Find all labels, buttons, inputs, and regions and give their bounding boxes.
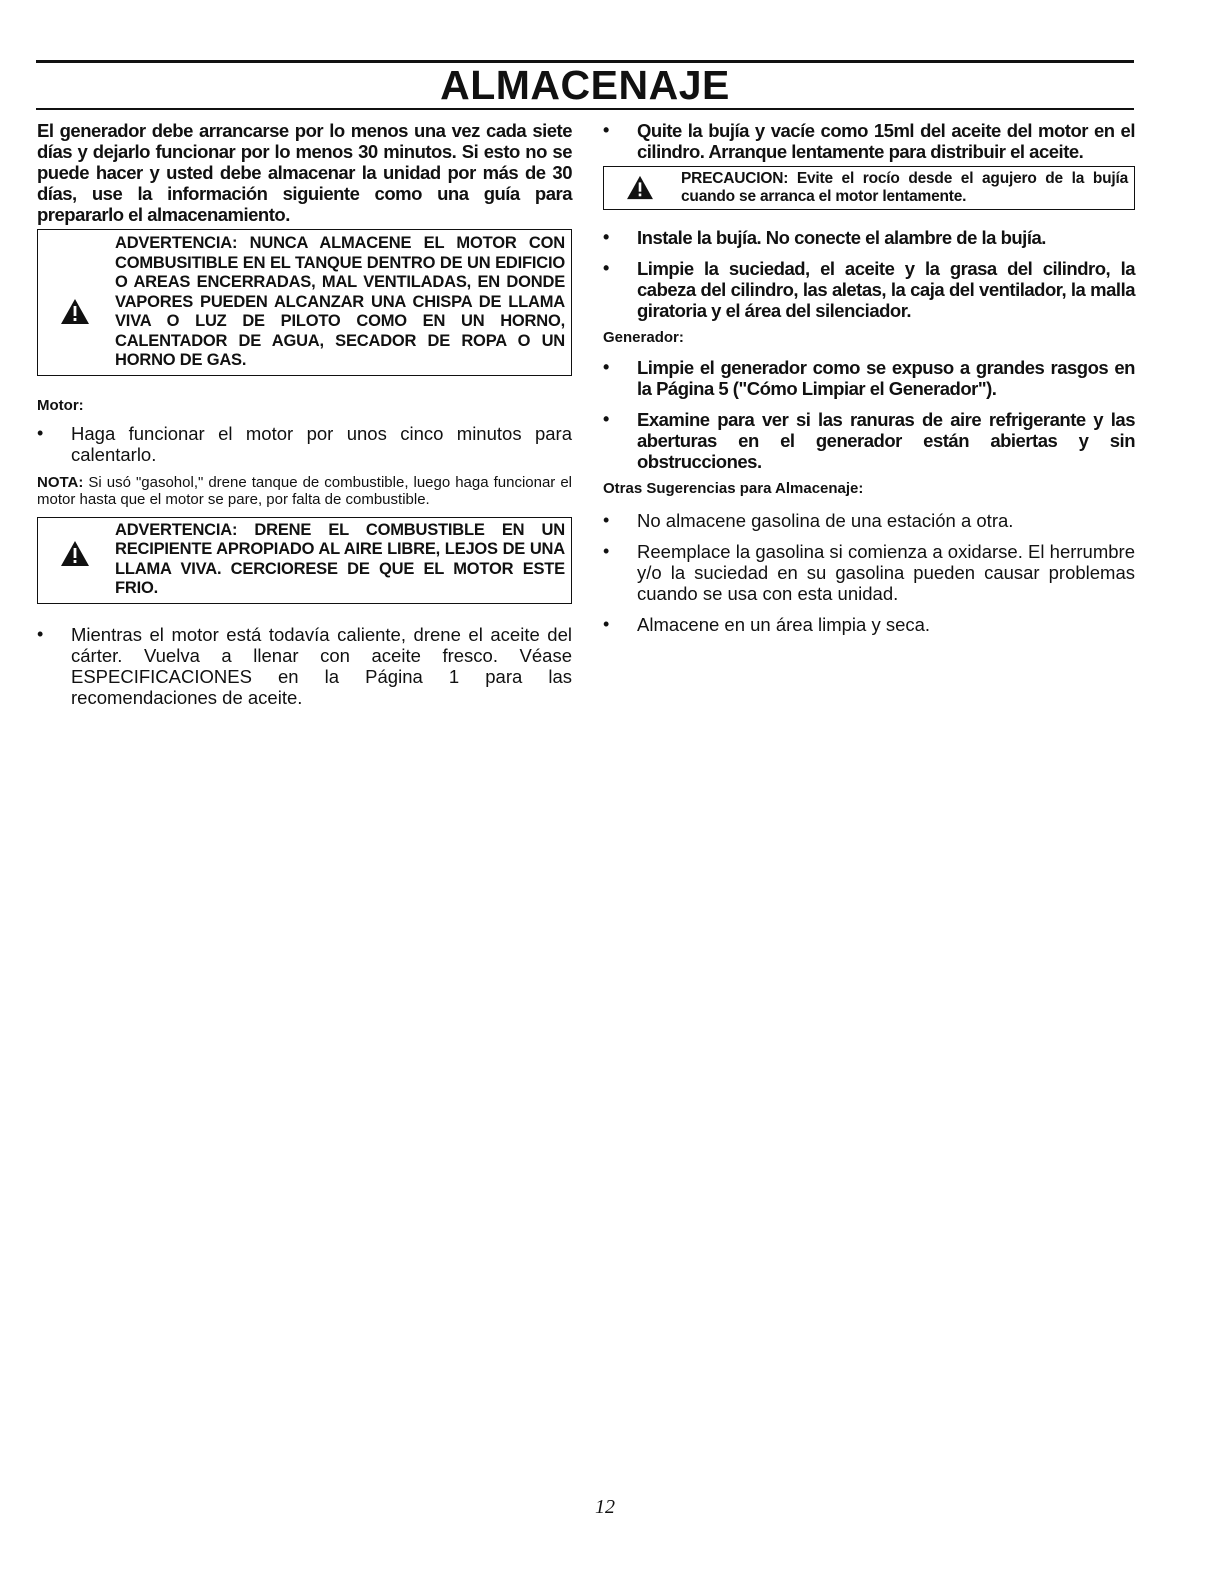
bullet-dot: • <box>603 541 610 561</box>
list-item-text: Quite la bujía y vacíe como 15ml del aceite del motor en el cilindro. Arranque lentamente para distribuir el aceite. <box>637 120 1135 162</box>
bullet-dot: • <box>603 510 610 530</box>
warning-box-storage <box>37 229 572 376</box>
left-column <box>37 120 572 708</box>
warning-triangle-icon <box>60 540 90 567</box>
list-item-text: No almacene gasolina de una estación a otra. <box>637 510 1014 531</box>
list-item <box>603 227 1135 248</box>
warning-triangle-icon <box>626 175 654 200</box>
generator-heading: Generador: <box>603 329 684 346</box>
list-item <box>603 258 1135 321</box>
page-title: ALMACENAJE <box>440 62 730 108</box>
bullet-dot: • <box>603 614 610 634</box>
list-item <box>603 541 1135 604</box>
intro-paragraph: El generador debe arrancarse por lo menos una vez cada siete días y dejarlo funcionar por lo menos 30 minutos. Si esto no se puede hacer y usted debe almacenar la unidad por más de 30 días, use la información siguiente como una guía para prepararlo el almacenamiento. <box>37 120 572 225</box>
list-item <box>603 357 1135 399</box>
title-rule-bottom <box>36 108 1134 110</box>
list-item-text: Examine para ver si las ranuras de aire refrigerante y las aberturas en el generador están abiertas y sin obstrucciones. <box>637 409 1135 472</box>
page-number: 12 <box>595 1496 615 1518</box>
motor-heading: Motor: <box>37 396 84 414</box>
other-suggestions-heading: Otras Sugerencias para Almacenaje: <box>603 480 864 497</box>
right-column <box>603 120 1135 635</box>
bullet-dot: • <box>603 120 609 140</box>
bullet-dot: • <box>37 422 44 443</box>
list-item <box>37 423 572 465</box>
list-item-text: Limpie el generador como se expuso a grandes rasgos en la Página 5 ("Cómo Limpiar el Generador"). <box>637 357 1135 399</box>
list-item <box>37 624 572 708</box>
list-item <box>603 510 1135 531</box>
bullet-dot: • <box>37 623 44 644</box>
warning-box-fuel <box>37 517 572 604</box>
caution-box <box>603 166 1135 210</box>
list-item-text: Haga funcionar el motor por unos cinco minutos para calentarlo. <box>71 422 572 465</box>
list-item-text: Mientras el motor está todavía caliente, drene el aceite del cárter. Vuelva a llenar con aceite fresco. Véase ESPECIFICACIONES en la Página 1 para las recomendaciones de aceite. <box>71 623 572 708</box>
list-item-text: Instale la bujía. No conecte el alambre de la bujía. <box>637 227 1046 248</box>
caution-text: PRECAUCION: Evite el rocío desde el agujero de la bujía cuando se arranca el motor lentamente. <box>681 170 1128 205</box>
note-text: Si usó "gasohol," drene tanque de combustible, luego haga funcionar el motor hasta que el motor se pare, por falta de combustible. <box>37 473 572 508</box>
list-item <box>603 409 1135 472</box>
warning-triangle-icon <box>60 298 90 325</box>
bullet-dot: • <box>603 227 609 247</box>
bullet-dot: • <box>603 357 609 377</box>
note-paragraph <box>37 474 572 508</box>
list-item-text: Almacene en un área limpia y seca. <box>637 614 931 635</box>
warning-text-storage: ADVERTENCIA: NUNCA ALMACENE EL MOTOR CON COMBUSITIBLE EN EL TANQUE DENTRO DE UN EDIFICIO O AREAS ENCERRADAS, MAL VENTILADAS, EN DONDE VAPORES PUEDEN ALCANZAR UNA CHISPA DE LLAMA VIVA O LUZ DE PILOTO COMO EN UN HORNO, CALENTADOR DE AGUA, SECADOR DE ROPA O UN HORNO DE GAS. <box>115 234 565 369</box>
list-item-text: Reemplace la gasolina si comienza a oxidarse. El herrumbre y/o la suciedad en su gasolina pueden causar problemas cuando se usa con esta unidad. <box>637 541 1135 604</box>
list-item-text: Limpie la suciedad, el aceite y la grasa del cilindro, la cabeza del cilindro, las aletas, la caja del ventilador, la malla giratoria y el área del silenciador. <box>637 258 1135 321</box>
bullet-dot: • <box>603 258 609 278</box>
bullet-dot: • <box>603 409 609 429</box>
note-label: NOTA: <box>37 473 84 491</box>
warning-text-fuel: ADVERTENCIA: DRENE EL COMBUSTIBLE EN UN RECIPIENTE APROPIADO AL AIRE LIBRE, LEJOS DE UNA LLAMA VIVA. CERCIORESE DE QUE EL MOTOR ESTE FRIO. <box>115 520 565 597</box>
list-item <box>603 120 1135 162</box>
list-item <box>603 614 1135 635</box>
